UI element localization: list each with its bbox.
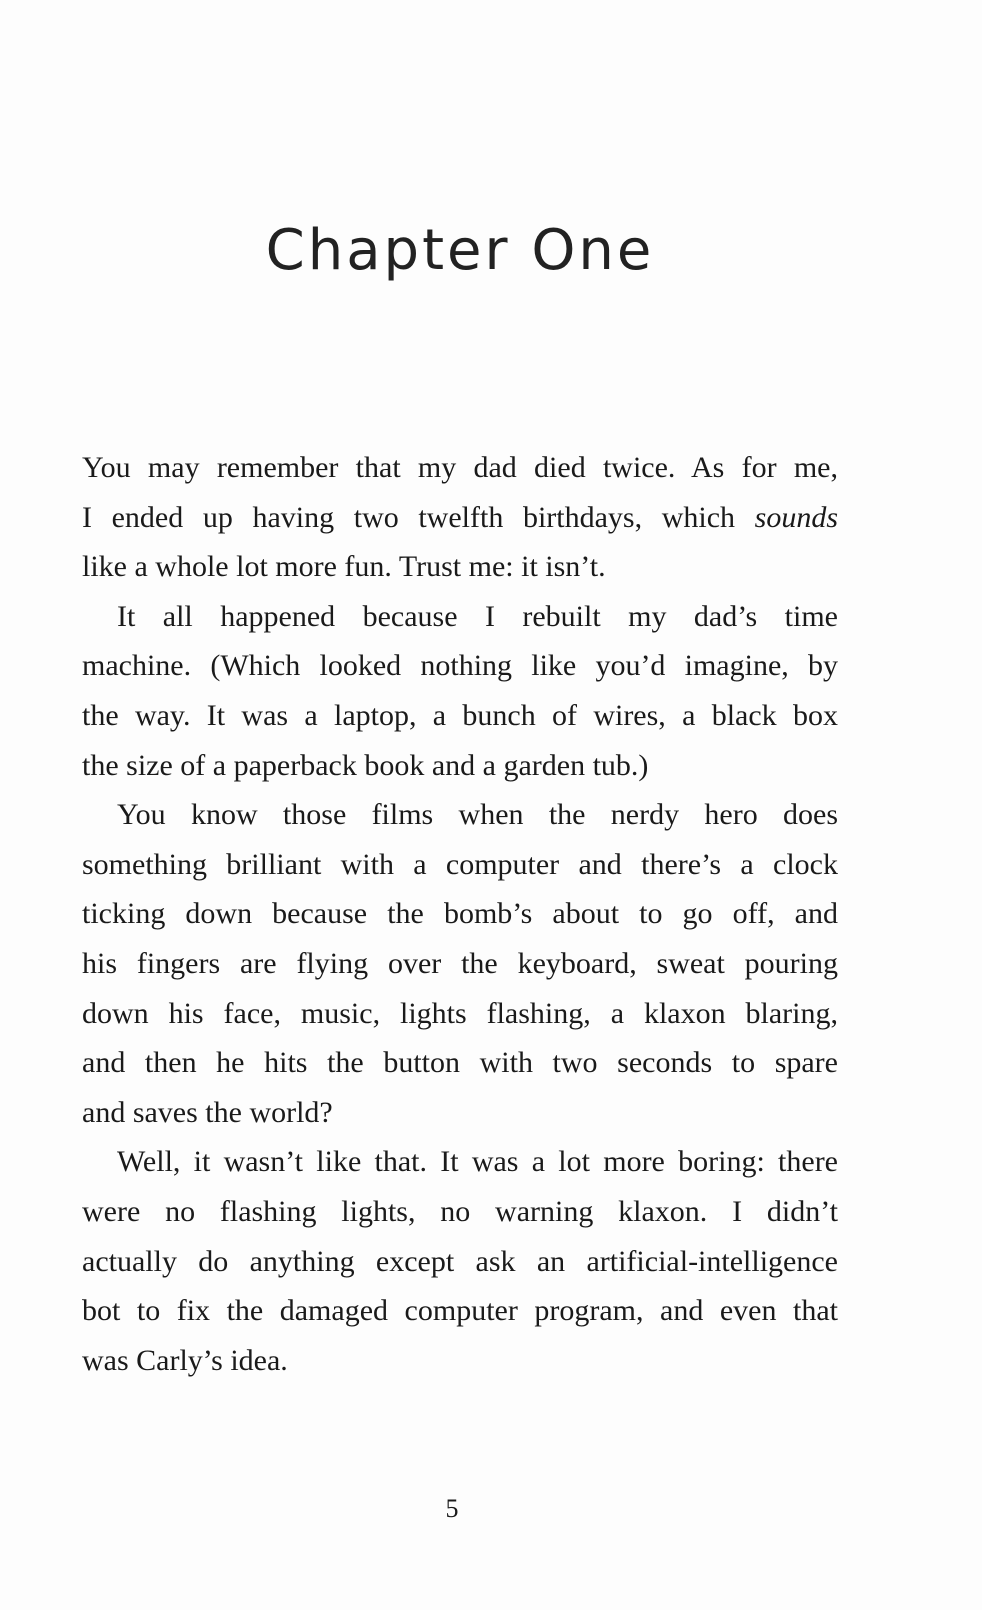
text-line: the way. It was a laptop, a bunch of wires, a black box xyxy=(82,698,838,732)
text-line: down his face, music, lights flashing, a klaxon blaring, xyxy=(82,996,838,1030)
text-line: and saves the world? xyxy=(82,1095,333,1129)
text-line: machine. (Which looked nothing like you’d imagine, by xyxy=(82,649,838,683)
text-line: and then he hits the button with two seconds to spare xyxy=(82,1046,838,1080)
chapter-body xyxy=(82,443,838,1385)
text-line: You know those films when the nerdy hero does xyxy=(117,798,838,832)
text-line: You may remember that my dad died twice. As for me, xyxy=(82,451,838,484)
text-line: was Carly’s idea. xyxy=(82,1343,288,1377)
text-line: the size of a paperback book and a garden tub.) xyxy=(82,748,649,782)
text-line: bot to fix the damaged computer program, and even that xyxy=(82,1294,838,1328)
italic-emphasis: sounds xyxy=(754,500,838,534)
text-line: It all happened because I rebuilt my dad’s time xyxy=(117,599,838,633)
text-run: I ended up having two twelfth birthdays, which xyxy=(82,500,755,534)
text-line: something brilliant with a computer and there’s a clock xyxy=(82,847,838,881)
text-line: actually do anything except ask an artificial-intelligence xyxy=(82,1244,838,1278)
text-line: ticking down because the bomb’s about to go off, and xyxy=(82,897,838,931)
page-number: 5 xyxy=(445,1494,459,1523)
text-line xyxy=(82,493,838,543)
text-line: Well, it wasn’t like that. It was a lot more boring: there xyxy=(117,1145,838,1179)
text-line: his fingers are flying over the keyboard, sweat pouring xyxy=(82,946,838,980)
text-line: were no flashing lights, no warning klaxon. I didn’t xyxy=(82,1194,838,1228)
chapter-title: Chapter One xyxy=(265,218,655,283)
text-line: like a whole lot more fun. Trust me: it isn’t. xyxy=(82,550,606,584)
